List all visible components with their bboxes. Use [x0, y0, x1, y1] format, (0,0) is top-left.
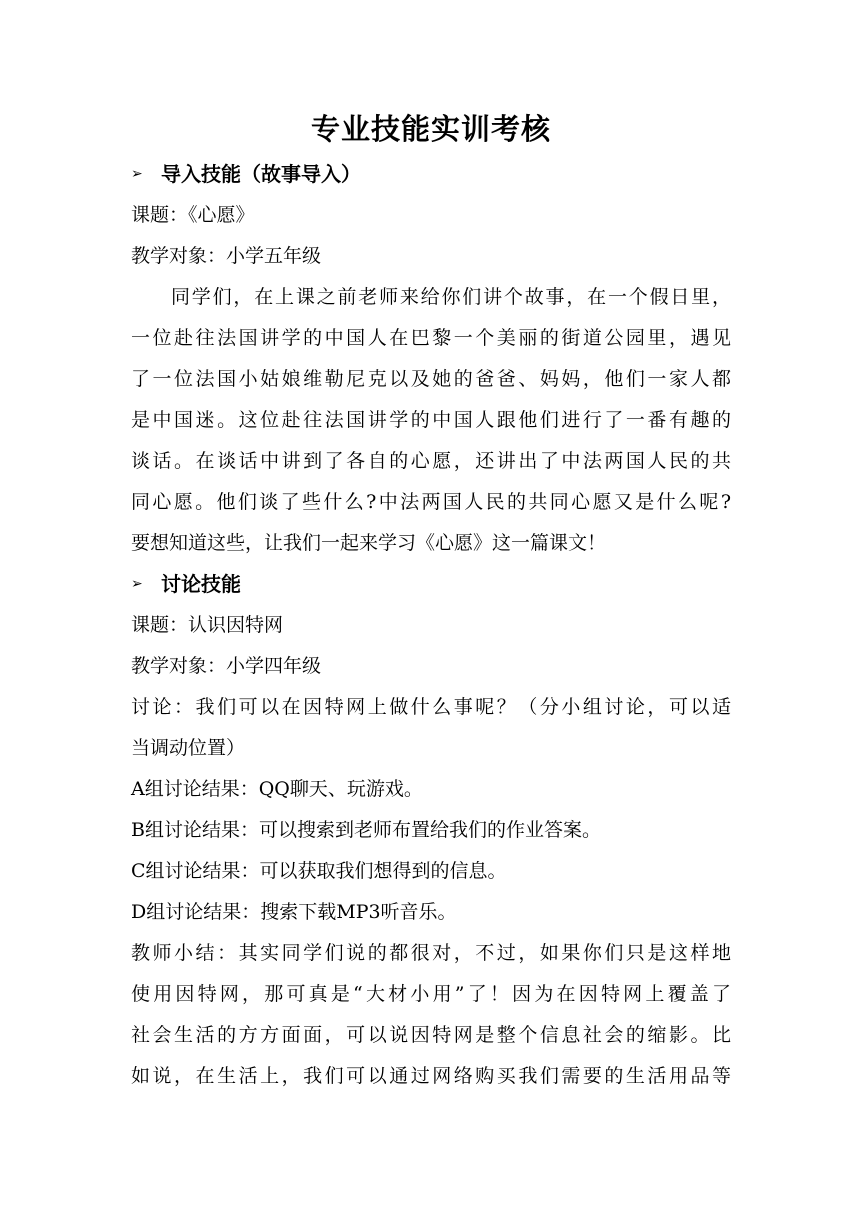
paragraph-line: 同学们，在上课之前老师来给你们讲个故事，在一个假日里， [171, 286, 731, 308]
lesson-topic: 课题：《心愿》 [131, 204, 255, 226]
section-heading-text: 导入技能（故事导入） [161, 162, 361, 186]
lesson-topic: 课题：认识因特网 [131, 614, 284, 636]
paragraph-line: 要想知道这些，让我们一起来学习《心愿》这一篇课文！ [131, 532, 607, 554]
teaching-audience: 教学对象：小学五年级 [131, 245, 322, 267]
teaching-audience: 教学对象：小学四年级 [131, 655, 322, 677]
document-page [131, 106, 731, 1097]
group-result-c: C组讨论结果：可以获取我们想得到的信息。 [131, 860, 507, 882]
paragraph-line: 当调动位置） [131, 737, 246, 759]
paragraph-line: 了一位法国小姑娘维勒尼克以及她的爸爸、妈妈，他们一家人都 [131, 368, 731, 390]
story-paragraph [131, 277, 731, 564]
group-result-a: A组讨论结果：QQ聊天、玩游戏。 [131, 778, 423, 800]
teacher-summary [131, 933, 731, 1097]
discussion-prompt [131, 687, 731, 769]
paragraph-line: 谈话。在谈话中讲到了各自的心愿，还讲出了中法两国人民的共 [131, 450, 731, 472]
document-title: 专业技能实训考核 [310, 112, 551, 146]
group-result-d: D组讨论结果：搜索下载MP3听音乐。 [131, 901, 457, 923]
paragraph-line: 使用因特网，那可真是“大材小用”了！因为在因特网上覆盖了 [131, 983, 731, 1005]
group-result-b: B组讨论结果：可以搜索到老师布置给我们的作业答案。 [131, 819, 601, 841]
paragraph-line: 是中国迷。这位赴往法国讲学的中国人跟他们进行了一番有趣的 [131, 409, 731, 431]
paragraph-line: 同心愿。他们谈了些什么?中法两国人民的共同心愿又是什么呢? [131, 491, 731, 513]
paragraph-line: 讨论：我们可以在因特网上做什么事呢？（分小组讨论，可以适 [131, 696, 731, 718]
arrow-bullet-icon: ➢ [131, 576, 143, 592]
arrow-bullet-icon: ➢ [131, 166, 143, 182]
section-heading-text: 讨论技能 [161, 572, 241, 596]
section-heading-introduction [131, 154, 731, 195]
group-results [131, 769, 731, 933]
paragraph-line: 如说，在生活上，我们可以通过网络购买我们需要的生活用品等 [131, 1065, 731, 1087]
section-heading-discussion [131, 564, 731, 605]
paragraph-line: 社会生活的方方面面，可以说因特网是整个信息社会的缩影。比 [131, 1024, 731, 1046]
paragraph-line: 一位赴往法国讲学的中国人在巴黎一个美丽的街道公园里，遇见 [131, 327, 731, 349]
paragraph-line: 教师小结：其实同学们说的都很对，不过，如果你们只是这样地 [131, 942, 731, 964]
